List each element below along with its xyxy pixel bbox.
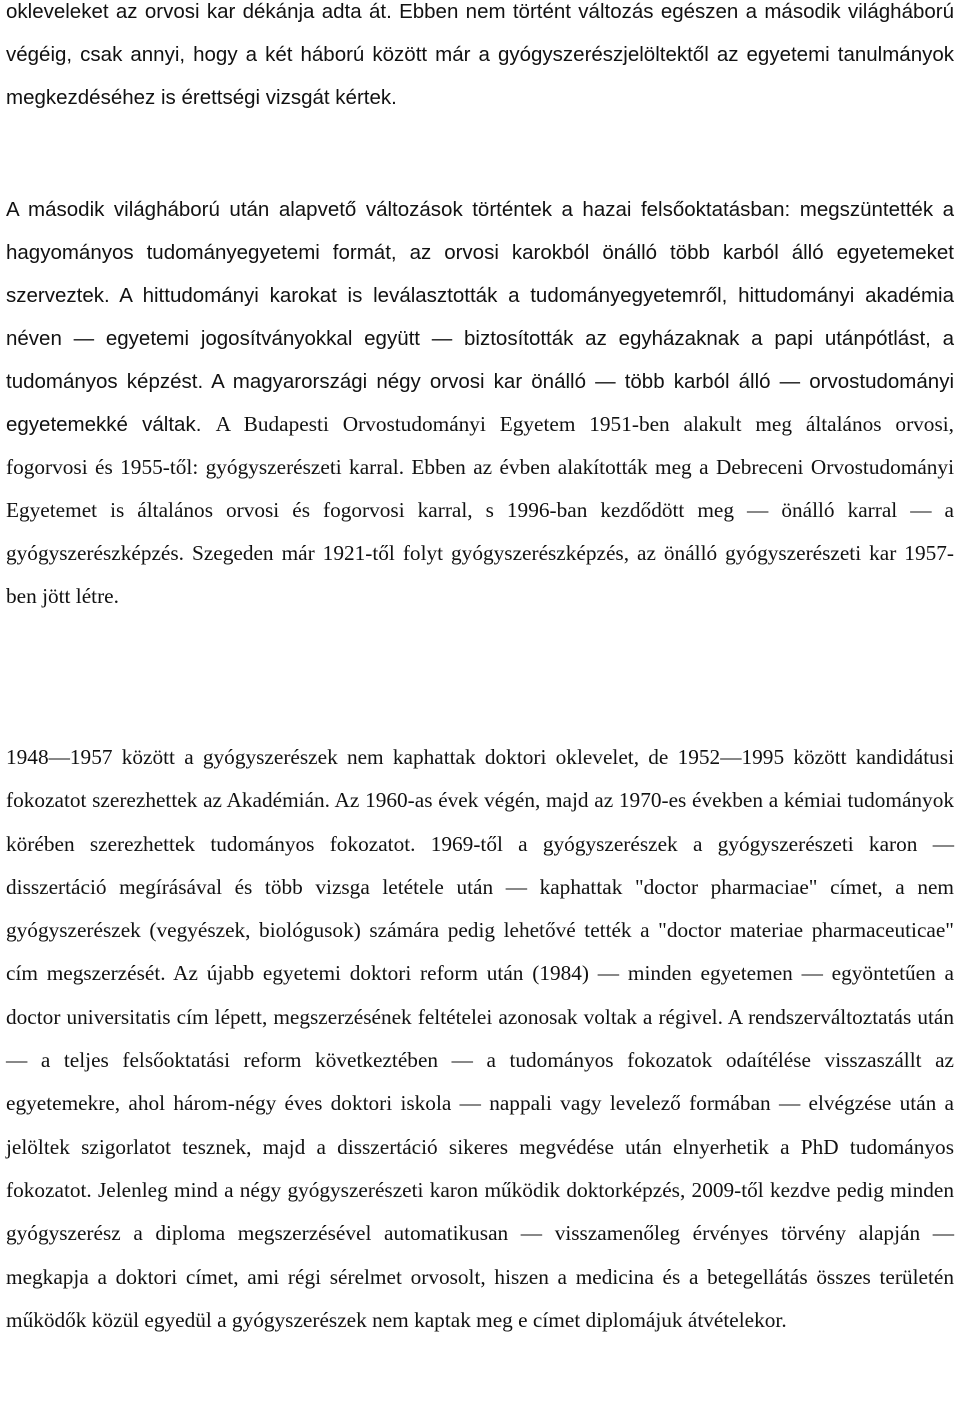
paragraph-2-text-serif: A Budapesti Orvostudományi Egyetem 1951-ben alakult meg általános orvosi, fogorvosi és 1955-től: gyógyszerészeti karral. Ebben az évben alakították meg a Debreceni Orvostudományi Egyetemet is általános orvosi és fogorvosi karral, s 1996-ban kezdődött meg ― önálló karral ― a gyógyszerészképzés. Szegeden már 1921-től folyt gyógyszerészképzés, az önálló gyógyszerészeti kar 1957-ben jött létre.	[6, 412, 954, 608]
paragraph-2	[6, 188, 954, 618]
paragraph-1	[6, 0, 954, 119]
paragraph-2-text-sans: A második világháború után alapvető változások történtek a hazai felsőoktatásban: megszüntették a hagyományos tudományegyetemi formát, az orvosi karokból önálló több karból álló egyetemeket szerveztek. A hittudományi karokat is leválasztották a tudományegyetemről, hittudományi akadémia néven ― egyetemi jogosítványokkal együtt ― biztosították az egyházaknak a papi utánpótlást, a tudományos képzést. A magyarországi négy orvosi kar önálló ― több karból álló ― orvostudományi egyetemekké váltak.	[6, 198, 954, 436]
paragraph-3-text: 1948―1957 között a gyógyszerészek nem kaphattak doktori oklevelet, de 1952―1995 között kandidátusi fokozatot szerezhettek az Akadémián. Az 1960-as évek végén, majd az 1970-es években a kémiai tudományok körében szerezhettek tudományos fokozatot. 1969-től a gyógyszerészek a gyógyszerészeti karon ― disszertáció megírásával és több vizsga letétele után ― kaphattak "doctor pharmaciae" címet, a nem gyógyszerészek (vegyészek, biológusok) számára pedig lehetővé tették a "doctor materiae pharmaceuticae" cím megszerzését. Az újabb egyetemi doktori reform után (1984) ― minden egyetemen ― egyöntetűen a doctor universitatis cím lépett, megszerzésének feltételei azonosak voltak a régivel. A rendszerváltoztatás után ― a teljes felsőoktatási reform következtében ― a tudományos fokozatok odaítélése visszaszállt az egyetemekre, ahol három-négy éves doktori iskola ― nappali vagy levelező formában ― elvégzése után a jelöltek szigorlatot tesznek, majd a disszertáció sikeres megvédése után elnyerhetik a PhD tudományos fokozatot. Jelenleg mind a négy gyógyszerészeti karon működik doktorképzés, 2009-től kezdve pedig minden gyógyszerész a diploma megszerzésével automatikusan ― visszamenőleg érvényes törvény alapján ― megkapja a doktori címet, ami régi sérelmet orvosolt, hiszen a medicina és a betegellátás összes területén működők közül egyedül a gyógyszerészek nem kaptak meg e címet diplomájuk átvételekor.	[6, 745, 954, 1332]
paragraph-3	[6, 736, 954, 1342]
paragraph-1-text: okleveleket az orvosi kar dékánja adta át. Ebben nem történt változás egészen a második világháború végéig, csak annyi, hogy a két háború között már a gyógyszerészjelöltektől az egyetemi tanulmányok megkezdéséhez is érettségi vizsgát kértek.	[6, 0, 954, 109]
